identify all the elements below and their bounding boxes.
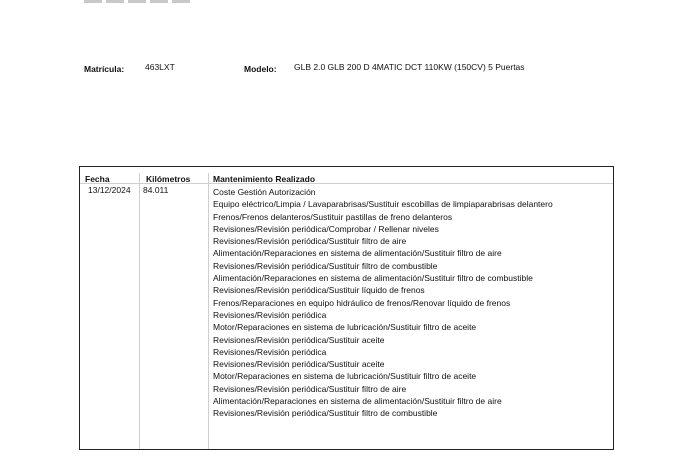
maintenance-item: Revisiones/Revisión periódica/Sustituir filtro de combustible bbox=[213, 260, 438, 271]
maintenance-item: Revisiones/Revisión periódica bbox=[213, 309, 327, 320]
maintenance-item: Revisiones/Revisión periódica bbox=[213, 346, 327, 357]
header-date: Fecha bbox=[85, 174, 110, 184]
row-date: 13/12/2024 bbox=[88, 185, 131, 195]
header-km: Kilómetros bbox=[146, 174, 191, 184]
maintenance-item: Revisiones/Revisión periódica/Sustituir líquido de frenos bbox=[213, 285, 425, 296]
column-divider bbox=[208, 173, 209, 449]
maintenance-item: Revisiones/Revisión periódica/Sustituir filtro de aire bbox=[213, 236, 407, 247]
maintenance-item: Motor/Reparaciones en sistema de lubricación/Sustituir filtro de aceite bbox=[213, 371, 477, 382]
maintenance-item: Frenos/Reparaciones en equipo hidráulico de frenos/Renovar líquido de frenos bbox=[213, 297, 511, 308]
maintenance-table bbox=[79, 166, 614, 450]
maintenance-item: Revisiones/Revisión periódica/Comprobar / Rellenar niveles bbox=[213, 223, 439, 234]
row-km: 84.011 bbox=[143, 185, 169, 195]
maintenance-item: Alimentación/Reparaciones en sistema de alimentación/Sustituir filtro de combustible bbox=[213, 273, 533, 284]
maintenance-item: Motor/Reparaciones en sistema de lubricación/Sustituir filtro de aceite bbox=[213, 322, 477, 333]
plate-value: 463LXT bbox=[145, 62, 175, 72]
maintenance-item: Alimentación/Reparaciones en sistema de alimentación/Sustituir filtro de aire bbox=[213, 248, 502, 259]
maintenance-item: Frenos/Frenos delanteros/Sustituir pastillas de freno delanteros bbox=[213, 211, 453, 222]
header-remnant bbox=[84, 0, 192, 3]
maintenance-item: Revisiones/Revisión periódica/Sustituir filtro de aire bbox=[213, 383, 407, 394]
maintenance-item: Revisiones/Revisión periódica/Sustituir aceite bbox=[213, 334, 385, 345]
model-value: GLB 2.0 GLB 200 D 4MATIC DCT 110KW (150CV) 5 Puertas bbox=[294, 62, 525, 72]
header-maintenance: Mantenimiento Realizado bbox=[213, 174, 316, 184]
maintenance-item: Coste Gestión Autorización bbox=[213, 187, 316, 197]
maintenance-item: Alimentación/Reparaciones en sistema de alimentación/Sustituir filtro de aire bbox=[213, 396, 502, 407]
model-label: Modelo: bbox=[244, 64, 277, 74]
plate-label: Matrícula: bbox=[84, 64, 125, 74]
maintenance-item: Revisiones/Revisión periódica/Sustituir aceite bbox=[213, 359, 385, 370]
maintenance-item: Revisiones/Revisión periódica/Sustituir filtro de combustible bbox=[213, 408, 438, 419]
maintenance-list bbox=[213, 186, 553, 420]
column-divider bbox=[139, 173, 140, 449]
maintenance-item: Equipo eléctrico/Limpia / Lavaparabrisas/Sustituir escobillas de limpiaparabrisas delantero bbox=[213, 199, 553, 210]
